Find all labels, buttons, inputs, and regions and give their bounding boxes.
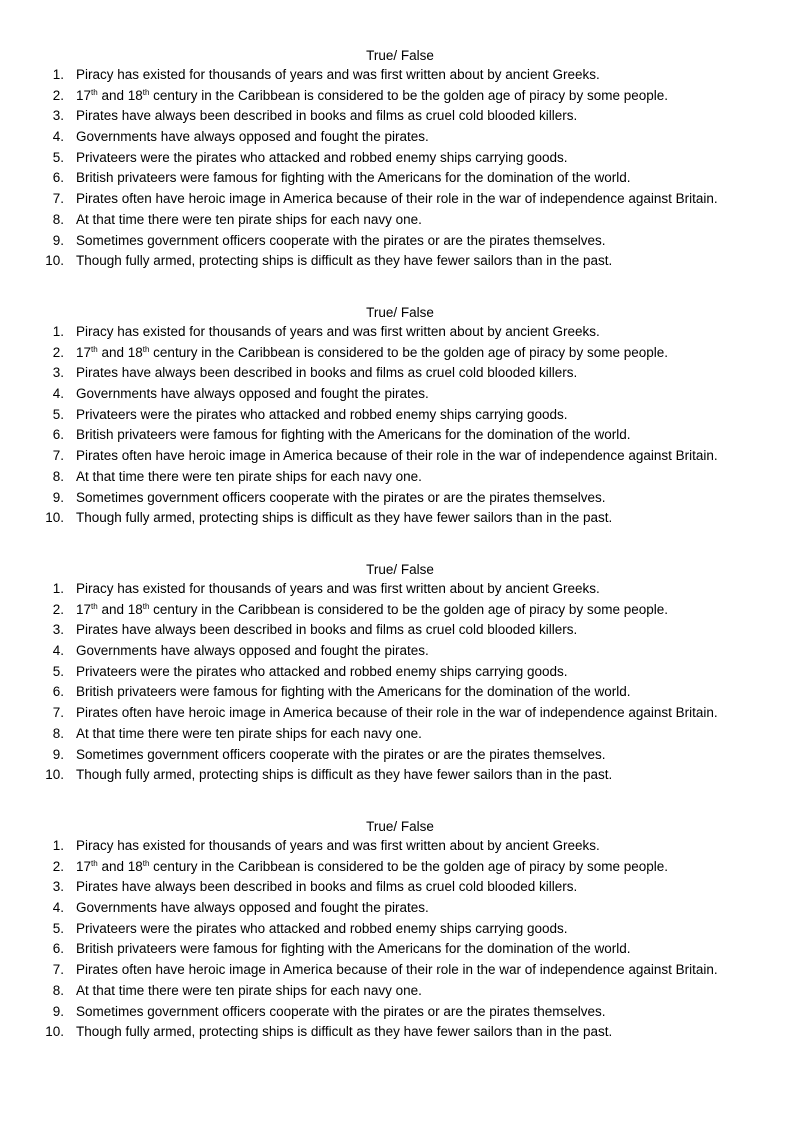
question-text: Governments have always opposed and fought the pirates. bbox=[76, 643, 429, 659]
ordinal-superscript: th bbox=[91, 344, 98, 354]
question-number: 2. bbox=[52, 87, 64, 103]
question-item bbox=[0, 857, 800, 878]
question-number: 9. bbox=[52, 746, 64, 762]
question-number: 6. bbox=[52, 170, 64, 186]
question-number: 8. bbox=[52, 982, 64, 998]
question-item bbox=[0, 724, 800, 745]
question-text: Privateers were the pirates who attacked and robbed enemy ships carrying goods. bbox=[76, 663, 568, 679]
question-item bbox=[0, 106, 800, 127]
question-number: 7. bbox=[52, 448, 64, 464]
quiz-block-1 bbox=[0, 48, 800, 272]
question-number: 1. bbox=[52, 67, 64, 82]
question-text: Privateers were the pirates who attacked and robbed enemy ships carrying goods. bbox=[76, 920, 568, 936]
question-text: At that time there were ten pirate ships for each navy one. bbox=[76, 468, 422, 484]
question-item bbox=[0, 210, 800, 231]
question-item bbox=[0, 745, 800, 766]
question-number: 9. bbox=[52, 1003, 64, 1019]
question-text: Though fully armed, protecting ships is difficult as they have fewer sailors than in the past. bbox=[76, 767, 613, 783]
question-item bbox=[0, 65, 800, 86]
question-text: British privateers were famous for fighting with the Americans for the domination of the world. bbox=[76, 427, 631, 443]
question-text: British privateers were famous for fighting with the Americans for the domination of the world. bbox=[76, 684, 631, 700]
question-item bbox=[0, 682, 800, 703]
question-text bbox=[76, 86, 668, 109]
question-number: 3. bbox=[52, 108, 64, 124]
question-item bbox=[0, 877, 800, 898]
question-number: 3. bbox=[52, 365, 64, 381]
ordinal-superscript: th bbox=[142, 601, 150, 611]
quiz-block-3 bbox=[0, 562, 800, 786]
question-item bbox=[0, 600, 800, 621]
question-text: Pirates often have heroic image in America because of their role in the war of independence against Britain. bbox=[76, 448, 718, 464]
question-item bbox=[0, 1022, 800, 1043]
question-item bbox=[0, 189, 800, 210]
question-number: 4. bbox=[52, 386, 64, 402]
question-item bbox=[0, 425, 800, 446]
question-number: 10. bbox=[45, 510, 64, 526]
question-item bbox=[0, 231, 800, 252]
question-number: 8. bbox=[52, 211, 64, 227]
question-item bbox=[0, 620, 800, 641]
ordinal-superscript: th bbox=[91, 858, 98, 868]
question-list bbox=[0, 836, 800, 1043]
ordinal-superscript: th bbox=[91, 87, 98, 97]
question-item bbox=[0, 662, 800, 683]
question-number: 7. bbox=[52, 962, 64, 978]
question-item bbox=[0, 960, 800, 981]
question-number: 8. bbox=[52, 725, 64, 741]
question-item bbox=[0, 343, 800, 364]
question-list bbox=[0, 322, 800, 529]
question-list bbox=[0, 65, 800, 272]
question-text-part: 17 bbox=[76, 87, 92, 103]
question-number: 2. bbox=[52, 858, 64, 874]
question-text-part: 17 bbox=[76, 858, 92, 874]
question-item bbox=[0, 127, 800, 148]
quiz-block-4 bbox=[0, 819, 800, 1043]
ordinal-superscript: th bbox=[142, 87, 150, 97]
question-number: 2. bbox=[52, 601, 64, 617]
question-number: 5. bbox=[52, 149, 64, 165]
question-number: 4. bbox=[52, 643, 64, 659]
question-text: Governments have always opposed and fought the pirates. bbox=[76, 900, 429, 916]
question-number: 1. bbox=[52, 324, 64, 339]
question-item bbox=[0, 322, 800, 343]
question-text bbox=[76, 343, 668, 366]
question-item bbox=[0, 765, 800, 786]
question-text: Sometimes government officers cooperate with the pirates or are the pirates themselves. bbox=[76, 1003, 606, 1019]
question-number: 7. bbox=[52, 191, 64, 207]
question-item bbox=[0, 508, 800, 529]
question-number: 10. bbox=[45, 253, 64, 269]
question-item bbox=[0, 703, 800, 724]
question-text: Though fully armed, protecting ships is difficult as they have fewer sailors than in the past. bbox=[76, 253, 613, 269]
question-item bbox=[0, 446, 800, 467]
question-text: Pirates have always been described in books and films as cruel cold blooded killers. bbox=[76, 108, 578, 124]
block-title: True/ False bbox=[366, 819, 434, 834]
question-text: Piracy has existed for thousands of years and was first written about by ancient Greeks. bbox=[76, 838, 600, 853]
question-text-part: 17 bbox=[76, 601, 92, 617]
question-number: 9. bbox=[52, 489, 64, 505]
question-item bbox=[0, 898, 800, 919]
question-text: Privateers were the pirates who attacked and robbed enemy ships carrying goods. bbox=[76, 149, 568, 165]
block-title: True/ False bbox=[366, 305, 434, 320]
question-number: 10. bbox=[45, 1024, 64, 1040]
question-number: 9. bbox=[52, 232, 64, 248]
question-text-part: and 18 bbox=[97, 344, 143, 360]
block-title: True/ False bbox=[366, 562, 434, 577]
question-number: 3. bbox=[52, 879, 64, 895]
question-item bbox=[0, 919, 800, 940]
question-number: 1. bbox=[52, 838, 64, 853]
question-item bbox=[0, 86, 800, 107]
question-text-part: and 18 bbox=[97, 87, 143, 103]
question-text: Pirates have always been described in books and films as cruel cold blooded killers. bbox=[76, 879, 578, 895]
question-number: 1. bbox=[52, 581, 64, 596]
question-text: Pirates often have heroic image in America because of their role in the war of independence against Britain. bbox=[76, 191, 718, 207]
question-text: Piracy has existed for thousands of years and was first written about by ancient Greeks. bbox=[76, 581, 600, 596]
question-item bbox=[0, 168, 800, 189]
question-number: 4. bbox=[52, 900, 64, 916]
block-title: True/ False bbox=[366, 48, 434, 63]
question-text bbox=[76, 600, 668, 623]
question-item bbox=[0, 363, 800, 384]
question-text: Sometimes government officers cooperate with the pirates or are the pirates themselves. bbox=[76, 746, 606, 762]
question-item bbox=[0, 251, 800, 272]
ordinal-superscript: th bbox=[142, 344, 150, 354]
question-text: At that time there were ten pirate ships for each navy one. bbox=[76, 725, 422, 741]
question-text: At that time there were ten pirate ships for each navy one. bbox=[76, 211, 422, 227]
question-number: 10. bbox=[45, 767, 64, 783]
question-item bbox=[0, 641, 800, 662]
question-number: 6. bbox=[52, 427, 64, 443]
question-text: Though fully armed, protecting ships is difficult as they have fewer sailors than in the past. bbox=[76, 510, 613, 526]
question-text: Sometimes government officers cooperate with the pirates or are the pirates themselves. bbox=[76, 489, 606, 505]
question-text: Privateers were the pirates who attacked and robbed enemy ships carrying goods. bbox=[76, 406, 568, 422]
question-number: 8. bbox=[52, 468, 64, 484]
question-text-part: century in the Caribbean is considered to be the golden age of piracy by some people. bbox=[149, 344, 668, 360]
question-text: Governments have always opposed and fought the pirates. bbox=[76, 129, 429, 145]
question-text: Governments have always opposed and fought the pirates. bbox=[76, 386, 429, 402]
question-text: Pirates have always been described in books and films as cruel cold blooded killers. bbox=[76, 365, 578, 381]
question-item bbox=[0, 488, 800, 509]
question-text: Though fully armed, protecting ships is difficult as they have fewer sailors than in the past. bbox=[76, 1024, 613, 1040]
question-number: 7. bbox=[52, 705, 64, 721]
question-text: Piracy has existed for thousands of years and was first written about by ancient Greeks. bbox=[76, 324, 600, 339]
question-item bbox=[0, 939, 800, 960]
question-text-part: century in the Caribbean is considered to be the golden age of piracy by some people. bbox=[149, 87, 668, 103]
question-text-part: century in the Caribbean is considered to be the golden age of piracy by some people. bbox=[149, 858, 668, 874]
question-text: Sometimes government officers cooperate with the pirates or are the pirates themselves. bbox=[76, 232, 606, 248]
question-number: 5. bbox=[52, 663, 64, 679]
question-text bbox=[76, 857, 668, 880]
question-text: Piracy has existed for thousands of years and was first written about by ancient Greeks. bbox=[76, 67, 600, 82]
question-text-part: 17 bbox=[76, 344, 92, 360]
question-item bbox=[0, 579, 800, 600]
question-text: Pirates often have heroic image in America because of their role in the war of independence against Britain. bbox=[76, 962, 718, 978]
question-number: 5. bbox=[52, 920, 64, 936]
question-number: 6. bbox=[52, 684, 64, 700]
question-item bbox=[0, 384, 800, 405]
question-text: At that time there were ten pirate ships for each navy one. bbox=[76, 982, 422, 998]
quiz-block-2 bbox=[0, 305, 800, 529]
question-text: British privateers were famous for fighting with the Americans for the domination of the world. bbox=[76, 170, 631, 186]
question-number: 2. bbox=[52, 344, 64, 360]
question-item bbox=[0, 467, 800, 488]
question-text-part: and 18 bbox=[97, 601, 143, 617]
question-text-part: century in the Caribbean is considered to be the golden age of piracy by some people. bbox=[149, 601, 668, 617]
question-number: 6. bbox=[52, 941, 64, 957]
question-text-part: and 18 bbox=[97, 858, 143, 874]
question-item bbox=[0, 836, 800, 857]
ordinal-superscript: th bbox=[91, 601, 98, 611]
question-number: 4. bbox=[52, 129, 64, 145]
ordinal-superscript: th bbox=[142, 858, 150, 868]
question-item bbox=[0, 405, 800, 426]
question-item bbox=[0, 1002, 800, 1023]
question-text: Pirates have always been described in books and films as cruel cold blooded killers. bbox=[76, 622, 578, 638]
question-text: British privateers were famous for fighting with the Americans for the domination of the world. bbox=[76, 941, 631, 957]
question-text: Pirates often have heroic image in America because of their role in the war of independence against Britain. bbox=[76, 705, 718, 721]
question-item bbox=[0, 981, 800, 1002]
question-item bbox=[0, 148, 800, 169]
question-list bbox=[0, 579, 800, 786]
question-number: 5. bbox=[52, 406, 64, 422]
question-number: 3. bbox=[52, 622, 64, 638]
